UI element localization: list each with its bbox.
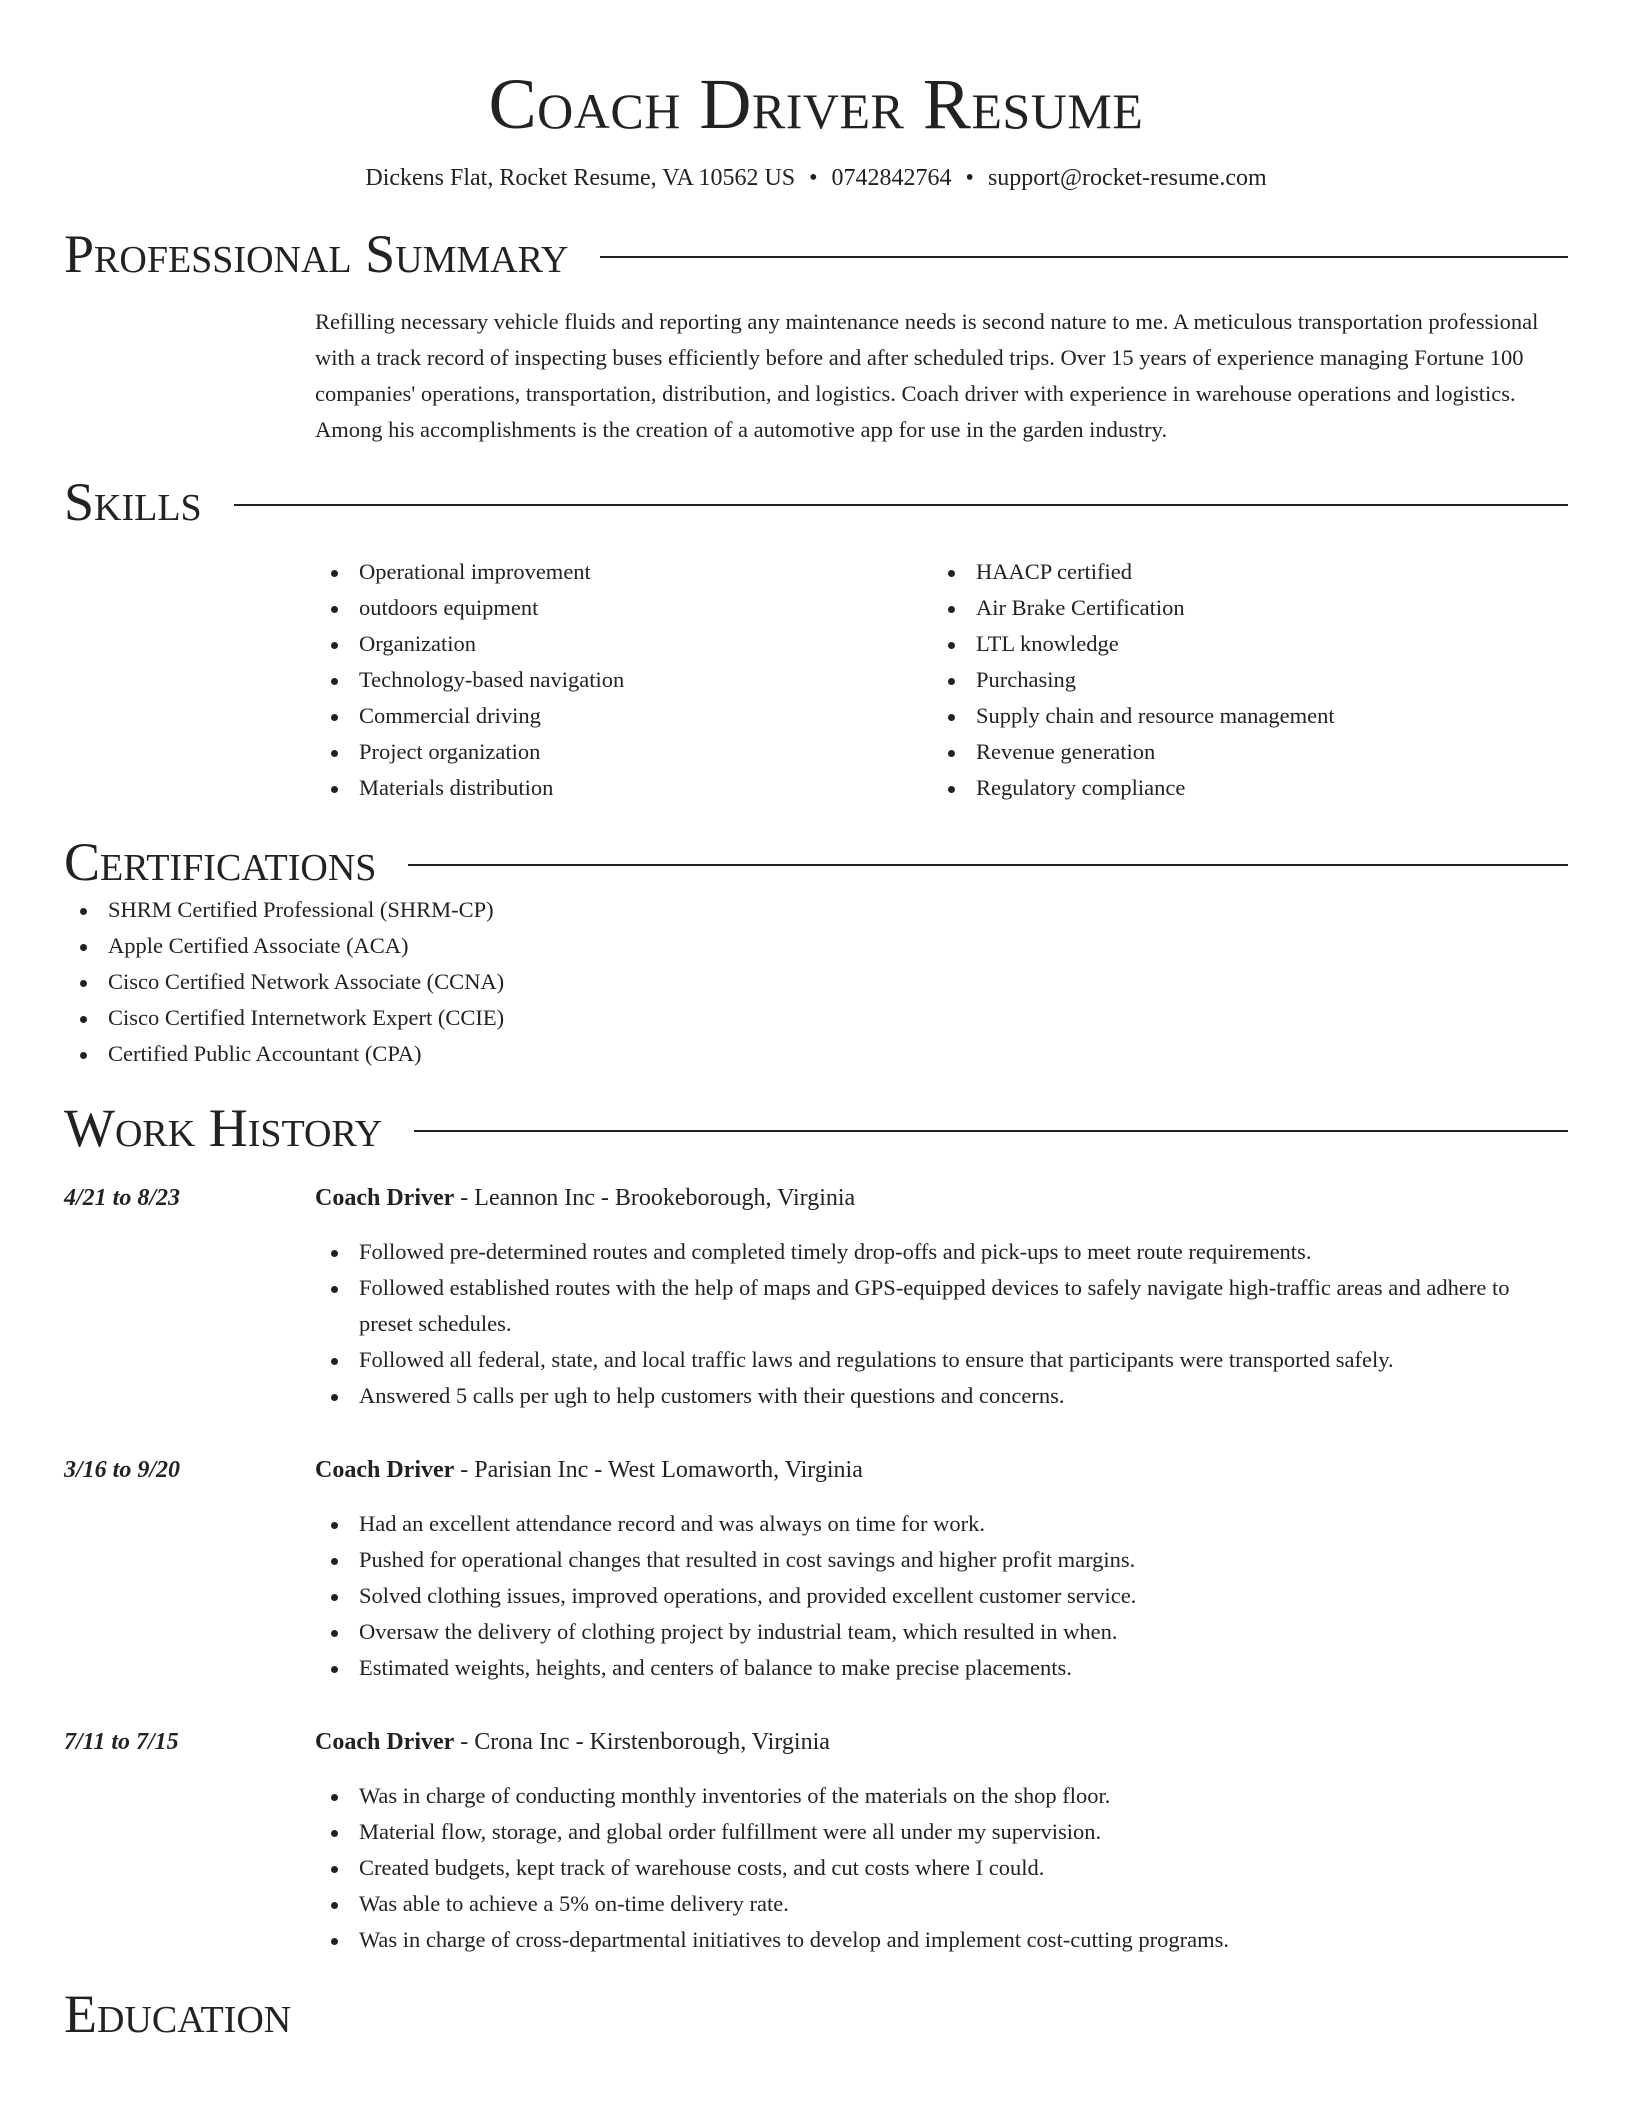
list-item: Answered 5 calls per ugh to help customers with their questions and concerns. (315, 1378, 1568, 1414)
list-item: Apple Certified Associate (ACA) (64, 928, 1568, 964)
list-item: Oversaw the delivery of clothing project by industrial team, which resulted in when. (315, 1614, 1568, 1650)
skills-list-right (932, 554, 1549, 806)
job-title-line (315, 1180, 1568, 1216)
section-title: Education (64, 1984, 292, 2044)
job-employer-location: - Leannon Inc - Brookeborough, Virginia (454, 1185, 856, 1211)
list-item: Material flow, storage, and global order fulfillment were all under my supervision. (315, 1814, 1568, 1850)
section-title: Certifications (64, 832, 377, 892)
job-bullet-list (315, 1234, 1568, 1414)
job-title: Coach Driver (315, 1457, 455, 1483)
list-item: Organization (315, 626, 932, 662)
contact-line (64, 162, 1568, 194)
list-item: Regulatory compliance (932, 770, 1549, 806)
list-item: Was in charge of conducting monthly inventories of the materials on the shop floor. (315, 1778, 1568, 1814)
list-item: Commercial driving (315, 698, 932, 734)
list-item: Estimated weights, heights, and centers of balance to make precise placements. (315, 1650, 1568, 1686)
list-item: Cisco Certified Internetwork Expert (CCIE) (64, 1000, 1568, 1036)
job-title-line (315, 1724, 1568, 1760)
separator-dot: • (965, 165, 974, 191)
separator-dot: • (809, 165, 818, 191)
list-item: Revenue generation (932, 734, 1549, 770)
list-item: Supply chain and resource management (932, 698, 1549, 734)
list-item: Pushed for operational changes that resulted in cost savings and higher profit margins. (315, 1542, 1568, 1578)
job-dates: 3/16 to 9/20 (64, 1457, 181, 1483)
list-item: Materials distribution (315, 770, 932, 806)
section-title: Work History (64, 1098, 383, 1158)
list-item: Created budgets, kept track of warehouse costs, and cut costs where I could. (315, 1850, 1568, 1886)
job-dates: 4/21 to 8/23 (64, 1185, 181, 1211)
contact-email: support@rocket-resume.com (987, 165, 1267, 191)
job-title: Coach Driver (315, 1729, 455, 1755)
list-item: Had an excellent attendance record and was always on time for work. (315, 1506, 1568, 1542)
job-entry (64, 1724, 1568, 1958)
list-item: Followed pre-determined routes and completed timely drop-offs and pick-ups to meet route requirements. (315, 1234, 1568, 1270)
job-entry (64, 1180, 1568, 1414)
certifications-list (64, 892, 1568, 1072)
job-bullet-list (315, 1778, 1568, 1958)
section-title: Professional Summary (64, 224, 569, 284)
section-divider (234, 504, 1568, 506)
resume-page (64, 0, 1568, 2044)
list-item: outdoors equipment (315, 590, 932, 626)
section-divider (408, 864, 1568, 866)
contact-phone: 0742842764 (831, 165, 952, 191)
section-title: Skills (64, 472, 202, 532)
skills-list-left (315, 554, 932, 806)
list-item: Solved clothing issues, improved operations, and provided excellent customer service. (315, 1578, 1568, 1614)
section-divider (414, 1130, 1568, 1132)
list-item: Operational improvement (315, 554, 932, 590)
list-item: Certified Public Accountant (CPA) (64, 1036, 1568, 1072)
section-divider (600, 256, 1568, 258)
job-body (315, 1180, 1568, 1414)
job-entry (64, 1452, 1568, 1686)
skills-column-right (932, 554, 1549, 806)
contact-address: Dickens Flat, Rocket Resume, VA 10562 US (365, 165, 796, 191)
list-item: Was able to achieve a 5% on-time delivery rate. (315, 1886, 1568, 1922)
section-heading-work-history (64, 1098, 1568, 1158)
skills-column-left (315, 554, 932, 806)
skills-grid (315, 554, 1568, 806)
section-heading-certifications (64, 832, 1568, 892)
list-item: HAACP certified (932, 554, 1549, 590)
list-item: Followed established routes with the help of maps and GPS-equipped devices to safely navigate high-traffic areas and adhere to preset schedules. (315, 1270, 1568, 1342)
list-item: Purchasing (932, 662, 1549, 698)
list-item: Project organization (315, 734, 932, 770)
list-item: Was in charge of cross-departmental initiatives to develop and implement cost-cutting programs. (315, 1922, 1568, 1958)
list-item: Technology-based navigation (315, 662, 932, 698)
list-item: Followed all federal, state, and local traffic laws and regulations to ensure that participants were transported safely. (315, 1342, 1568, 1378)
section-heading-skills (64, 472, 1568, 532)
job-employer-location: - Parisian Inc - West Lomaworth, Virginia (454, 1457, 863, 1483)
list-item: SHRM Certified Professional (SHRM-CP) (64, 892, 1568, 928)
section-heading-summary (64, 224, 1568, 284)
job-title: Coach Driver (315, 1185, 455, 1211)
work-history-list (64, 1180, 1568, 1958)
list-item: LTL knowledge (932, 626, 1549, 662)
list-item: Cisco Certified Network Associate (CCNA) (64, 964, 1568, 1000)
job-body (315, 1724, 1568, 1958)
job-bullet-list (315, 1506, 1568, 1686)
job-body (315, 1452, 1568, 1686)
job-employer-location: - Crona Inc - Kirstenborough, Virginia (454, 1729, 830, 1755)
job-dates: 7/11 to 7/15 (64, 1729, 179, 1755)
summary-text: Refilling necessary vehicle fluids and reporting any maintenance needs is second nature to me. A meticulous transportation professional with a track record of inspecting buses efficiently before and after scheduled trips. Over 15 years of experience managing Fortune 100 companies' operations, transportation, distribution, and logistics. Coach driver with experience in warehouse operations and logistics. Among his accomplishments is the creation of a automotive app for use in the garden industry. (315, 309, 1539, 442)
job-title-line (315, 1452, 1568, 1488)
resume-title: Coach Driver Resume (488, 64, 1144, 144)
section-heading-education (64, 1984, 1568, 2044)
list-item: Air Brake Certification (932, 590, 1549, 626)
